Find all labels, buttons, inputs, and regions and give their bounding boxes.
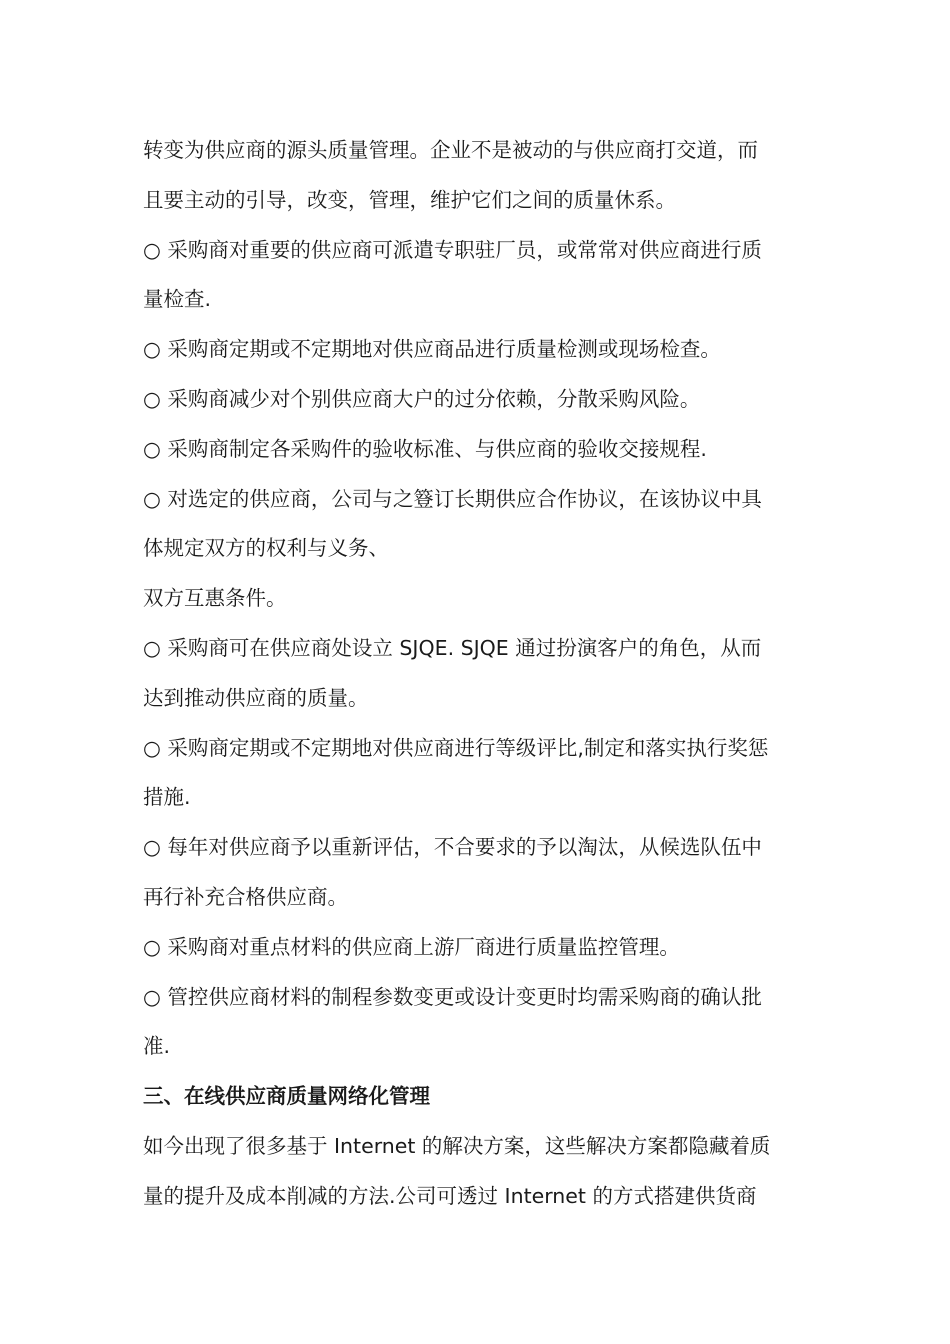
text-line: 达到推动供应商的质量。 — [143, 685, 369, 710]
text-line: 措施. — [143, 785, 191, 810]
text-line: 量的提升及成本削减的方法.公司可透过 Internet 的方式搭建供货商 — [143, 1183, 757, 1208]
text-line: 再行补充合格供应商。 — [143, 884, 348, 909]
section-heading: 三、在线供应商质量网络化管理 — [143, 1084, 430, 1109]
list-item: ○ 采购商制定各采购件的验收标准、与供应商的验收交接规程. — [143, 436, 707, 461]
text-line: 准. — [143, 1034, 171, 1059]
text-line: 且要主动的引导，改变，管理，维护它们之间的质量休系。 — [143, 187, 676, 212]
text-line: 如今出现了很多基于 Internet 的解决方案，这些解决方案都隐藏着质 — [143, 1133, 771, 1158]
list-item: ○ 采购商定期或不定期地对供应商品进行质量检测或现场检查。 — [143, 337, 721, 362]
list-item: ○ 管控供应商材料的制程参数变更或设计变更时均需采购商的确认批 — [143, 984, 762, 1009]
list-item: ○ 采购商可在供应商处设立 SJQE. SJQE 通过扮演客户的角色，从而 — [143, 635, 762, 660]
text-line: 转变为供应商的源头质量管理。企业不是被动的与供应商打交道，而 — [143, 138, 758, 162]
list-item: ○ 采购商减少对个别供应商大户的过分依赖，分散采购风险。 — [143, 386, 701, 411]
document-body — [143, 126, 813, 1222]
text-line: 量检查. — [143, 287, 212, 312]
text-line: 体规定双方的权利与义务、 — [143, 536, 389, 561]
list-item: ○ 采购商对重点材料的供应商上游厂商进行质量监控管理。 — [143, 934, 680, 959]
list-item: ○ 每年对供应商予以重新评估，不合要求的予以淘汰，从候选队伍中 — [143, 835, 762, 860]
list-item: ○ 对选定的供应商，公司与之簦订长期供应合作协议，在该协议中具 — [143, 486, 762, 511]
list-item: ○ 采购商对重要的供应商可派遣专职驻厂员，或常常对供应商进行质 — [143, 237, 762, 262]
text-line: 双方互惠条件。 — [143, 586, 287, 611]
list-item: ○ 采购商定期或不定期地对供应商进行等级评比,制定和落实执行奖惩 — [143, 735, 769, 760]
